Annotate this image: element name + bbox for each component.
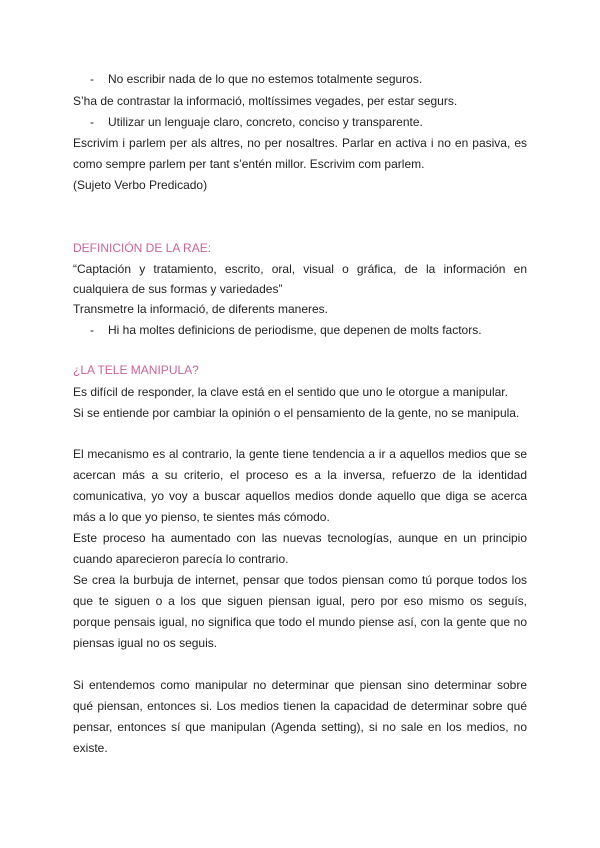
paragraph-line: piensas igual no os seguis. [73, 636, 218, 650]
quote-line: “Captación y tratamiento, escrito, oral, visual o gráfica, de la información en [73, 262, 527, 276]
paragraph-line: Escrivim i parlem per als altres, no per nosaltres. Parlar en activa i no en pasiva, es [73, 136, 527, 150]
paragraph-line: El mecanismo es al contrario, la gente tiene tendencia a ir a aquellos medios que se [73, 447, 527, 461]
bullet-dash: - [90, 72, 94, 86]
paragraph-line: acercan más a su criterio, el proceso es a la inversa, refuerzo de la identidad [73, 468, 527, 482]
bullet-definiciones: Hi ha moltes definicions de periodisme, que depenen de molts factors. [108, 323, 482, 337]
paragraph-line: como sempre parlem per tant s’entén millor. Escrivim com parlem. [73, 157, 425, 171]
paragraph-line: porque pensais igual, no significa que todo el mundo piense así, con la gente que no [73, 615, 527, 629]
bullet-dash: - [90, 323, 94, 337]
section-heading-rae: DEFINICIÓN DE LA RAE: [73, 241, 212, 255]
section-heading-tele: ¿LA TELE MANIPULA? [73, 363, 199, 377]
text-line: S’ha de contrastar la informació, moltíssimes vegades, per estar segurs. [73, 94, 458, 108]
bullet-no-escribir: No escribir nada de lo que no estemos totalmente seguros. [108, 72, 423, 86]
paragraph-line: cuando aparecieron parecía lo contrario. [73, 552, 289, 566]
paragraph-line: Se crea la burbuja de internet, pensar que todos piensan como tú porque todos los [73, 573, 527, 587]
bullet-dash: - [90, 115, 94, 129]
paragraph-line: pensar, entonces sí que manipulan (Agenda setting), si no sale en los medios, no [73, 720, 527, 734]
text-line: Si se entiende por cambiar la opinión o el pensamiento de la gente, no se manipula. [73, 406, 520, 420]
bullet-lenguaje-claro: Utilizar un lenguaje claro, concreto, conciso y transparente. [108, 115, 423, 129]
note-line: (Sujeto Verbo Predicado) [73, 178, 208, 192]
paragraph-line: qué piensan, entonces si. Los medios tienen la capacidad de determinar sobre qué [73, 699, 527, 713]
paragraph-line: comunicativa, yo voy a buscar aquellos medios donde aquello que diga se acerca [73, 489, 527, 503]
paragraph-line: Este proceso ha aumentado con las nuevas tecnologías, aunque en un principio [73, 531, 527, 545]
paragraph-line: Si entendemos como manipular no determinar que piensan sino determinar sobre [73, 678, 527, 692]
paragraph-line: más a lo que yo pienso, te sientes más cómodo. [73, 510, 330, 524]
paragraph-line: existe. [73, 741, 108, 755]
quote-line: cualquiera de sus formas y variedades” [73, 282, 283, 296]
paragraph-line: que te siguen o a los que siguen piensan igual, pero por eso mismo os seguís, [73, 594, 527, 608]
text-line: Transmetre la informació, de diferents maneres. [73, 302, 328, 316]
text-line: Es difícil de responder, la clave está en el sentido que uno le otorgue a manipular. [73, 385, 508, 399]
